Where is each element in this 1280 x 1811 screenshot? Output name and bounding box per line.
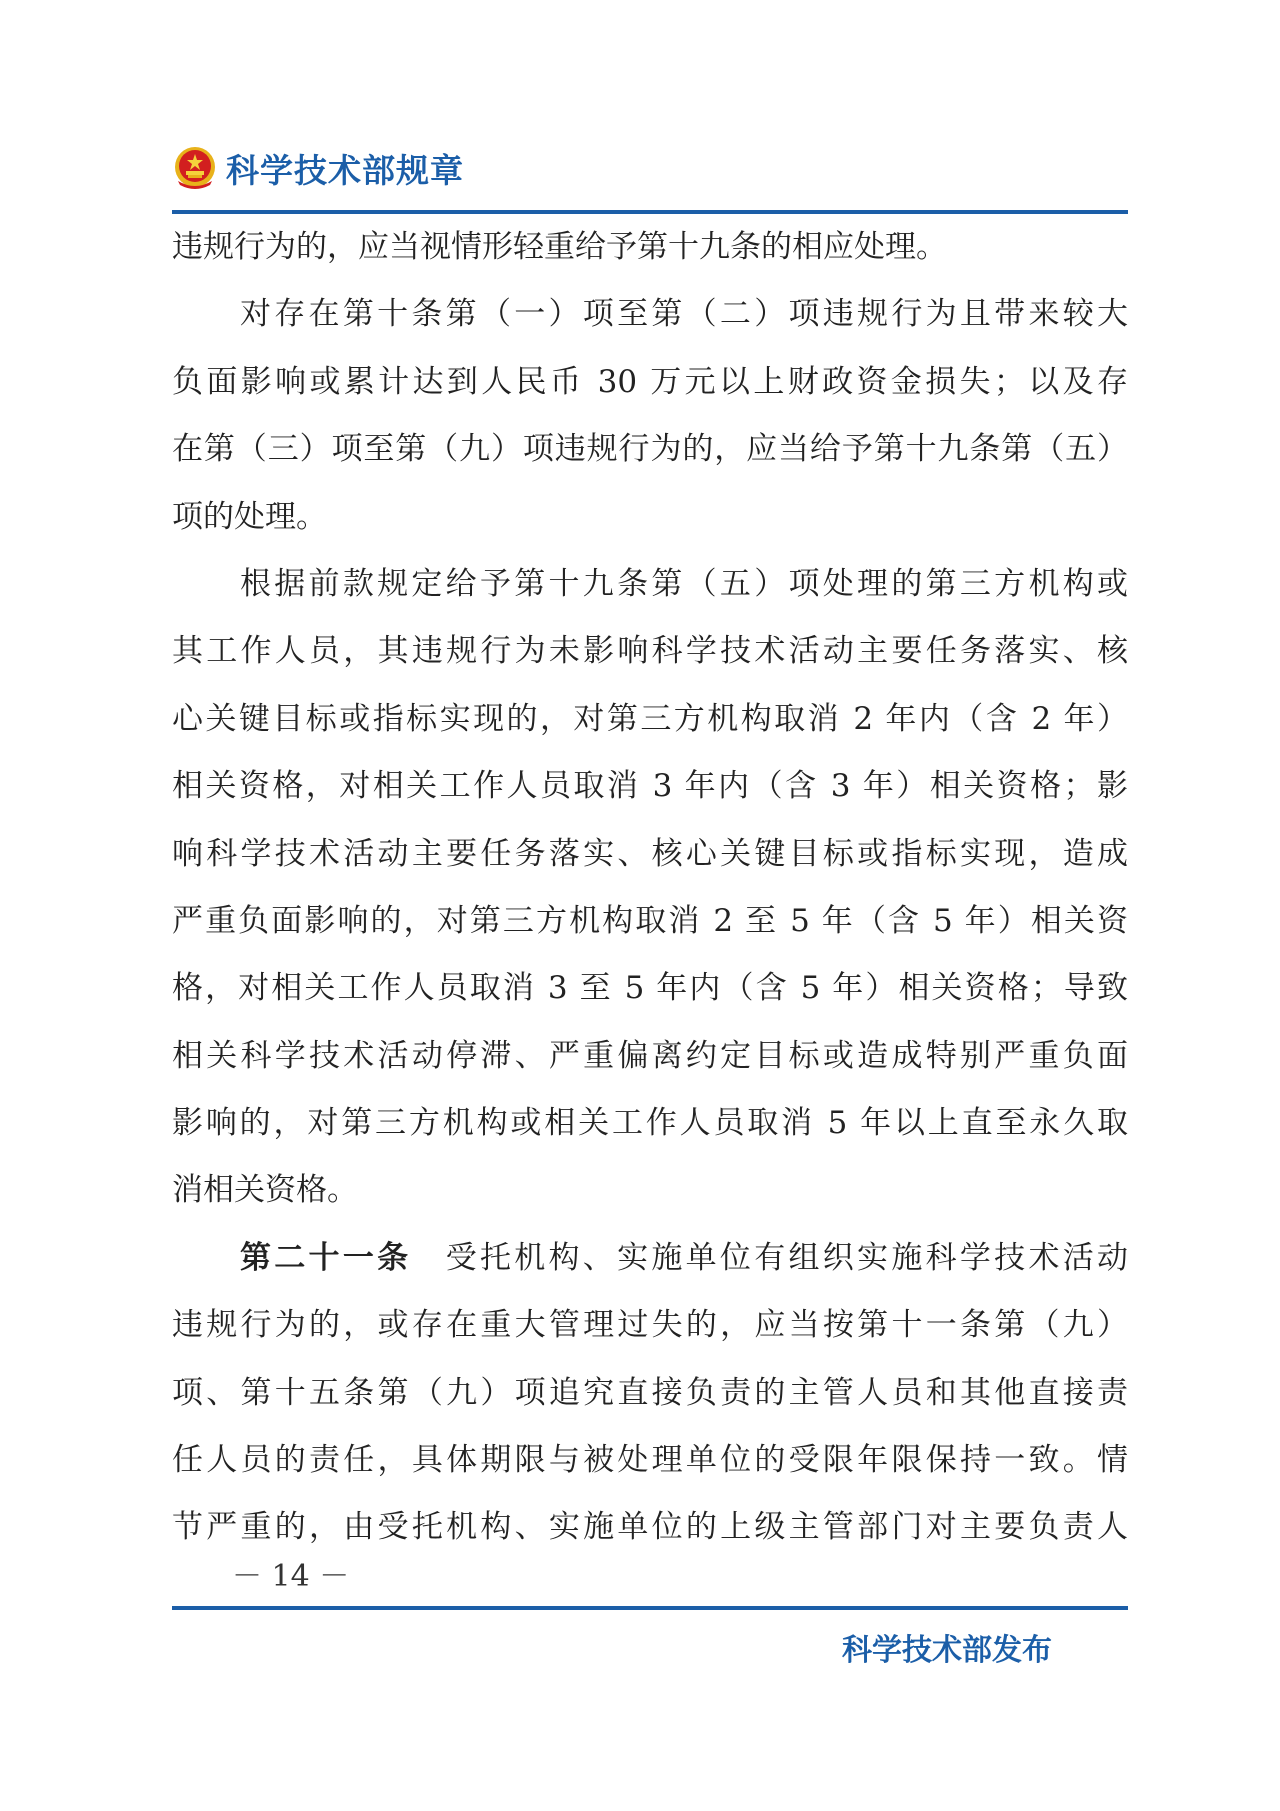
- article-text: 受托机构、实施单位有组织实施科学技术活动: [445, 1239, 1128, 1276]
- paragraph-line: 严重负面影响的，对第三方机构取消 2 至 5 年（含 5 年）相关资: [172, 902, 1128, 939]
- paragraph-line: 负面影响或累计达到人民币 30 万元以上财政资金损失；以及存: [172, 363, 1128, 400]
- paragraph-line: 相关资格，对相关工作人员取消 3 年内（含 3 年）相关资格；影: [172, 768, 1128, 805]
- paragraph-line: 消相关资格。: [172, 1172, 358, 1209]
- paragraph-line: 心关键目标或指标实现的，对第三方机构取消 2 年内（含 2 年）: [172, 700, 1128, 737]
- article-first-line: [172, 1225, 1128, 1292]
- paragraph-line: 项、第十五条第（九）项追究直接负责的主管人员和其他直接责: [172, 1374, 1128, 1411]
- paragraph-line: 在第（三）项至第（九）项违规行为的，应当给予第十九条第（五）: [172, 431, 1128, 468]
- document-body: [172, 214, 1128, 1562]
- page-title: 科学技术部规章: [226, 150, 464, 190]
- article-label: 第二十一条: [240, 1239, 412, 1276]
- paragraph-line: 影响的，对第三方机构或相关工作人员取消 5 年以上直至永久取: [172, 1105, 1128, 1142]
- paragraph-line: 根据前款规定给予第十九条第（五）项处理的第三方机构或: [240, 565, 1128, 602]
- paragraph-line: 节严重的，由受托机构、实施单位的上级主管部门对主要负责人: [172, 1509, 1128, 1546]
- paragraph-line: 任人员的责任，具体期限与被处理单位的受限年限保持一致。情: [172, 1442, 1128, 1479]
- paragraph-line: 违规行为的，或存在重大管理过失的，应当按第十一条第（九）: [172, 1307, 1128, 1344]
- page-header: [172, 140, 464, 196]
- paragraph-line: 其工作人员，其违规行为未影响科学技术活动主要任务落实、核: [172, 633, 1128, 670]
- footer-publisher: 科学技术部发布: [842, 1633, 1052, 1668]
- paragraph-line: 违规行为的，应当视情形轻重给予第十九条的相应处理。: [172, 229, 947, 265]
- national-emblem-icon: [172, 145, 218, 191]
- page-number: － 14 －: [232, 1559, 350, 1594]
- paragraph-line: 格，对相关工作人员取消 3 至 5 年内（含 5 年）相关资格；导致: [172, 970, 1128, 1007]
- paragraph-line: 对存在第十条第（一）项至第（二）项违规行为且带来较大: [240, 296, 1128, 333]
- paragraph-line: 响科学技术活动主要任务落实、核心关键目标或指标实现，造成: [172, 835, 1128, 872]
- footer-divider: [172, 1606, 1128, 1610]
- paragraph-line: 项的处理。: [172, 498, 327, 535]
- paragraph-line: 相关科学技术活动停滞、严重偏离约定目标或造成特别严重负面: [172, 1037, 1128, 1074]
